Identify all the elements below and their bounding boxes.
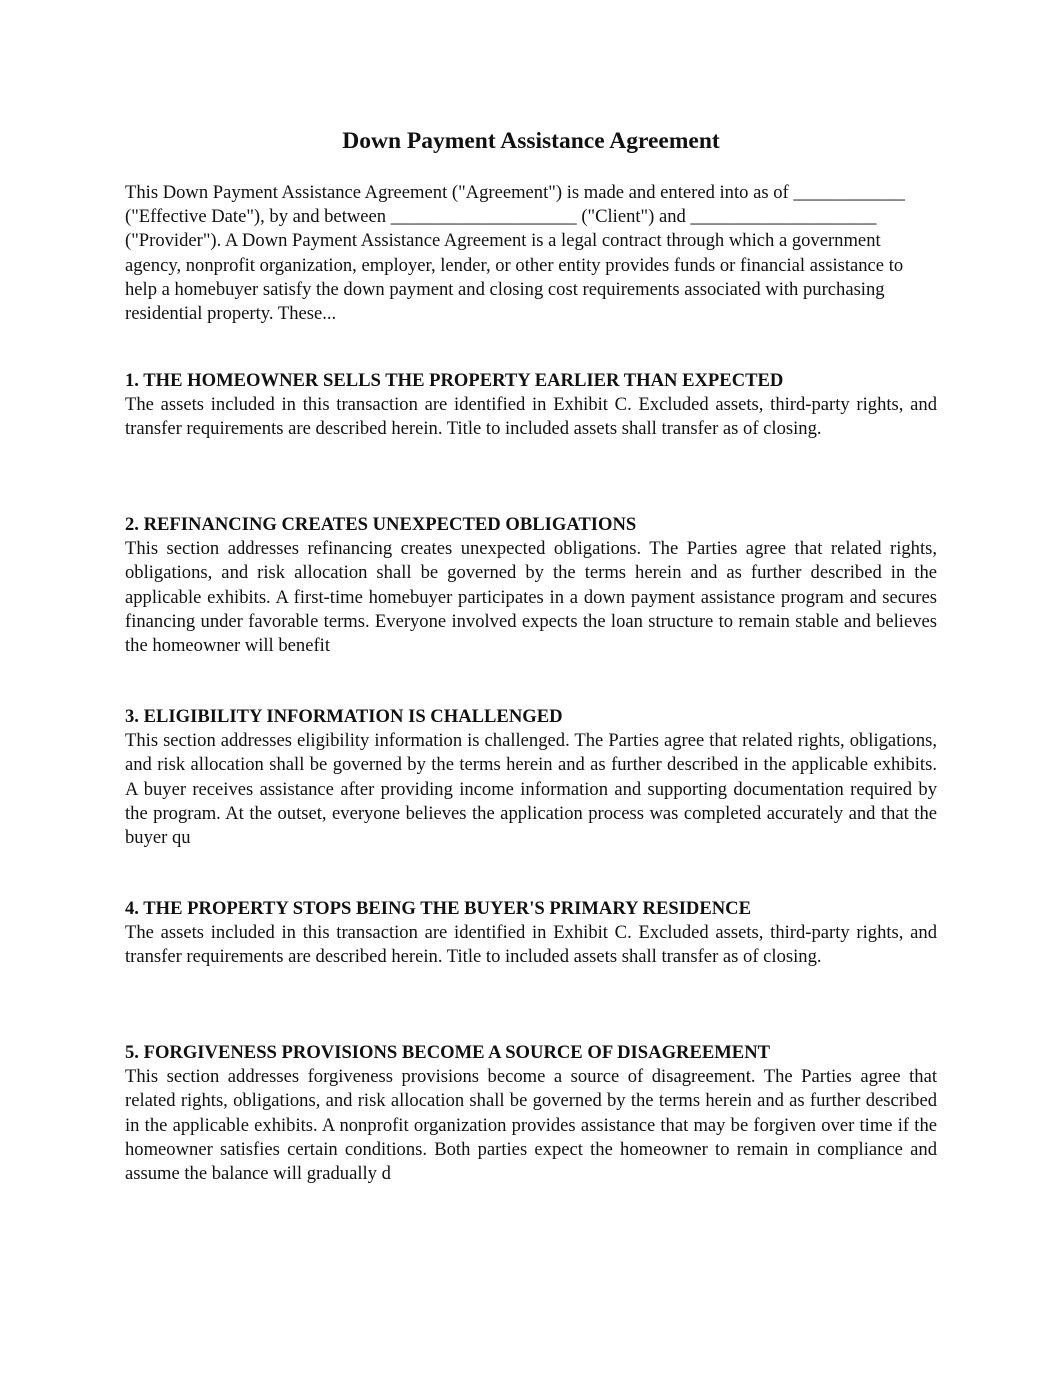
section-body: This section addresses eligibility information is challenged. The Parties agree that related rights, obligations, and risk allocation shall be governed by the terms herein and as further described in the applicable exhibits. A buyer receives assistance after providing income information and supporting documentation required by the program. At the outset, everyone believes the application process was completed accurately and that the buyer qu bbox=[125, 730, 937, 849]
intro-paragraph: This Down Payment Assistance Agreement ("Agreement") is made and entered into as of ____________ ("Effective Date"), by and between ____________________ ("Client") and ____________________ ("Provider"). A Down Payment Assistance Agreement is a legal contract through which a government agency, nonprofit organization, employer, lender, or other entity provides funds or financial assistance to help a homebuyer satisfy the down payment and closing cost requirements associated with purchasing residential property. These... bbox=[125, 182, 905, 325]
section-body: The assets included in this transaction are identified in Exhibit C. Excluded assets, third-party rights, and transfer requirements are described herein. Title to included assets shall transfer as of closing. bbox=[125, 394, 937, 440]
section-heading: 5. FORGIVENESS PROVISIONS BECOME A SOURCE OF DISAGREEMENT bbox=[125, 1042, 771, 1063]
section-4 bbox=[125, 897, 937, 970]
section-heading: 2. REFINANCING CREATES UNEXPECTED OBLIGATIONS bbox=[125, 514, 637, 535]
section-3 bbox=[125, 705, 937, 850]
section-body: The assets included in this transaction are identified in Exhibit C. Excluded assets, third-party rights, and transfer requirements are described herein. Title to included assets shall transfer as of closing. bbox=[125, 922, 937, 968]
section-1 bbox=[125, 369, 937, 442]
section-heading: 3. ELIGIBILITY INFORMATION IS CHALLENGED bbox=[125, 706, 563, 727]
section-body: This section addresses refinancing creates unexpected obligations. The Parties agree that related rights, obligations, and risk allocation shall be governed by the terms herein and as further described in the applicable exhibits. A first-time homebuyer participates in a down payment assistance program and secures financing under favorable terms. Everyone involved expects the loan structure to remain stable and believes the homeowner will benefit bbox=[125, 538, 937, 657]
section-2 bbox=[125, 513, 937, 658]
section-body: This section addresses forgiveness provisions become a source of disagreement. The Parties agree that related rights, obligations, and risk allocation shall be governed by the terms herein and as further described in the applicable exhibits. A nonprofit organization provides assistance that may be forgiven over time if the homeowner satisfies certain conditions. Both parties expect the homeowner to remain in compliance and assume the balance will gradually d bbox=[125, 1066, 937, 1185]
section-5 bbox=[125, 1041, 937, 1186]
document-title: Down Payment Assistance Agreement bbox=[342, 128, 720, 154]
section-heading: 1. THE HOMEOWNER SELLS THE PROPERTY EARLIER THAN EXPECTED bbox=[125, 370, 784, 391]
section-heading: 4. THE PROPERTY STOPS BEING THE BUYER'S PRIMARY RESIDENCE bbox=[125, 898, 752, 919]
